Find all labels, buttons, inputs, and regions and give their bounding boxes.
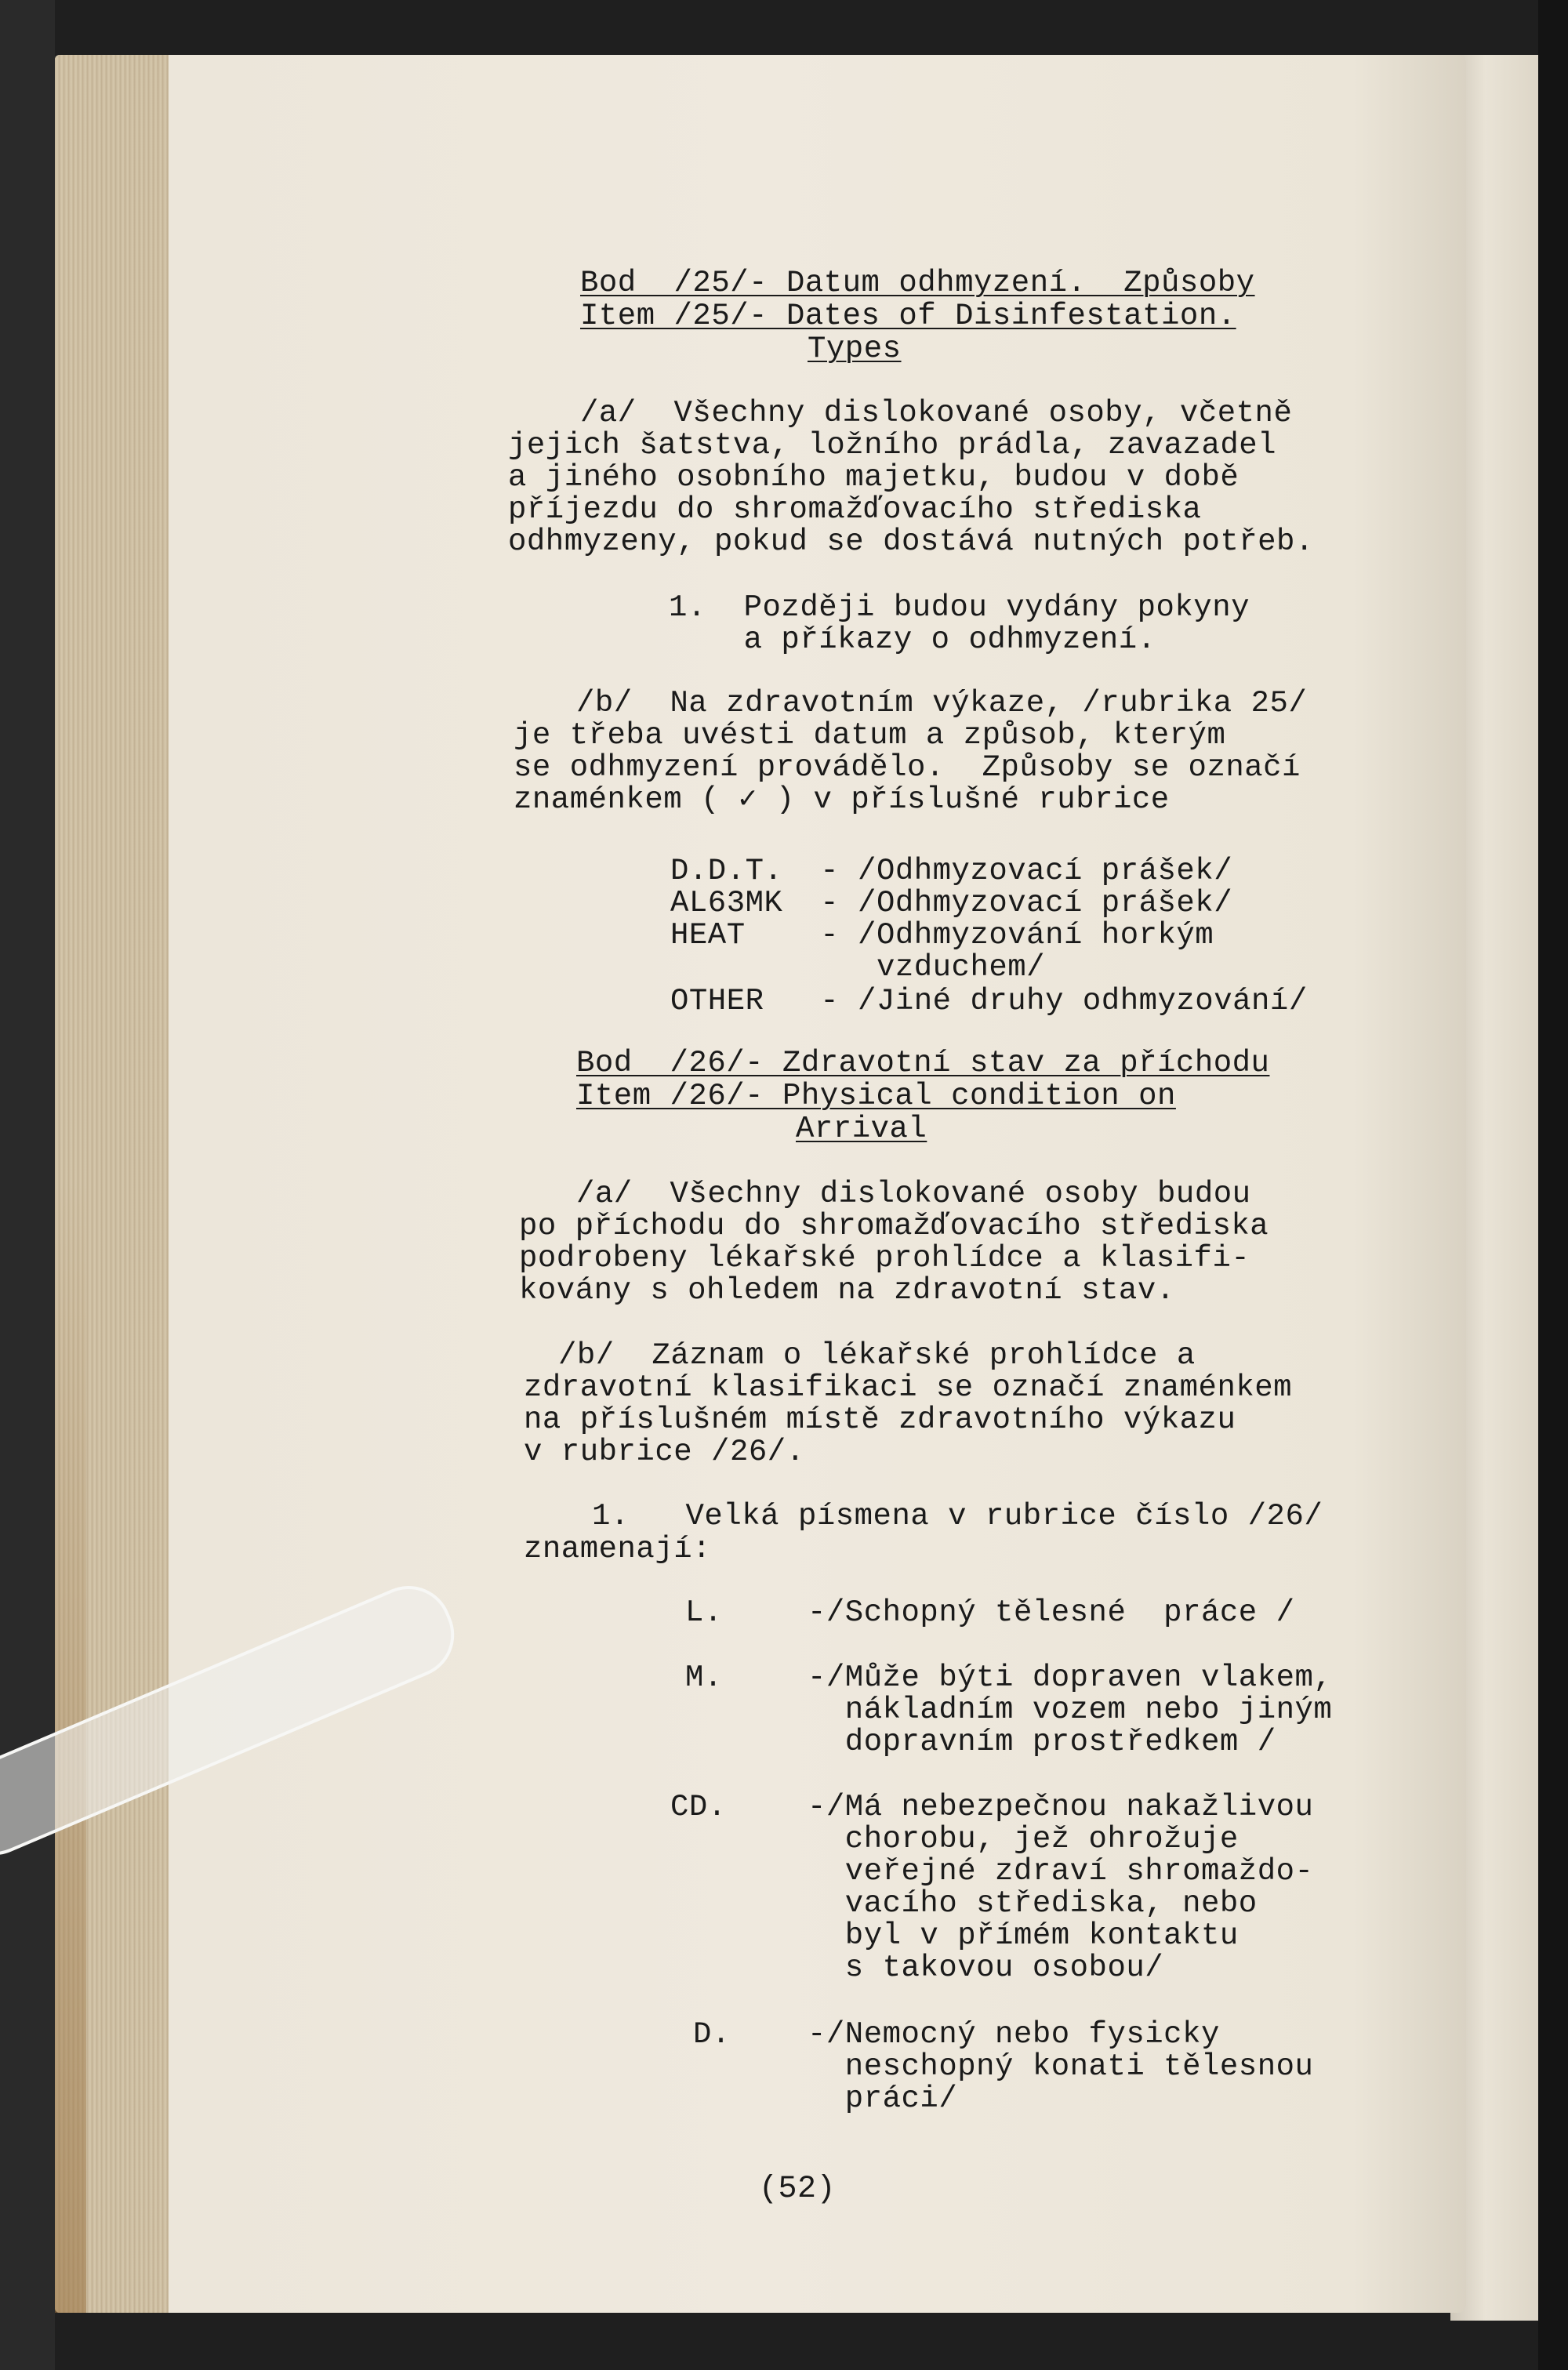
condition-desc: vacího střediska, nebo [808,1886,1258,1921]
item26-para-b-line: na příslušném místě zdravotního výkazu [524,1403,1236,1437]
disinfestation-method: D.D.T. - /Odhmyzovací prášek/ [670,854,1233,888]
condition-desc: -/Může býti dopraven vlakem, [808,1660,1333,1695]
item26-para-a-line: /a/ Všechny dislokované osoby budou [576,1177,1251,1211]
item26-para-b-line: v rubrice /26/. [524,1435,805,1469]
item25-heading-types: Types [808,332,902,366]
condition-desc: dopravním prostředkem / [808,1725,1276,1759]
item25-para-a-line: /a/ Všechny dislokované osoby, včetně [580,396,1293,430]
item26-point1-line: znamenají: [524,1532,712,1566]
condition-desc: byl v přímém kontaktu [808,1918,1239,1953]
item25-point1-line: 1. Později budou vydány pokyny [669,590,1250,625]
condition-code: M. [685,1660,723,1695]
background-left [0,0,55,2370]
item26-heading-cz: Bod /26/- Zdravotní stav za příchodu [576,1046,1270,1080]
item25-para-a-line: odhmyzeny, pokud se dostává nutných potřeb. [508,524,1314,559]
condition-desc: veřejné zdraví shromaždo- [808,1854,1314,1889]
item26-heading-en: Item /26/- Physical condition on [576,1079,1176,1113]
disinfestation-method: OTHER - /Jiné druhy odhmyzování/ [670,984,1308,1018]
item25-heading-cz: Bod /25/- Datum odhmyzení. Způsoby [580,266,1255,300]
item25-para-b-line: je třeba uvésti datum a způsob, kterým [514,718,1226,753]
item25-para-a-line: jejich šatstva, ložního prádla, zavazadel [508,428,1277,463]
condition-code: L. [685,1595,723,1630]
condition-desc: -/Má nebezpečnou nakažlivou [808,1790,1314,1824]
item25-para-a-line: a jiného osobního majetku, budou v době [508,460,1240,495]
background-right [1538,0,1568,2370]
item26-point1-line: 1. Velká písmena v rubrice číslo /26/ [592,1499,1323,1533]
item26-para-a-line: kovány s ohledem na zdravotní stav. [519,1273,1175,1308]
condition-code: D. [693,2017,731,2052]
item25-para-b-line: se odhmyzení provádělo. Způsoby se označí [514,750,1301,785]
item25-heading-en: Item /25/- Dates of Disinfestation. [580,299,1236,333]
disinfestation-method: HEAT - /Odhmyzování horkým [670,918,1214,953]
condition-desc: s takovou osobou/ [808,1951,1164,1985]
condition-code: CD. [670,1790,727,1824]
item26-para-a-line: podrobeny lékařské prohlídce a klasifi- [519,1241,1250,1276]
condition-desc: práci/ [808,2081,958,2116]
disinfestation-method: vzduchem/ [670,950,1046,985]
condition-desc: chorobu, jež ohrožuje [808,1822,1239,1856]
item25-para-b-line: /b/ Na zdravotním výkaze, /rubrika 25/ [576,686,1308,720]
condition-desc: -/Nemocný nebo fysicky [808,2017,1220,2052]
condition-desc: -/Schopný tělesné práce / [808,1595,1295,1630]
item25-point1-line: a příkazy o odhmyzení. [669,622,1156,657]
condition-desc: nákladním vozem nebo jiným [808,1693,1333,1727]
condition-desc: neschopný konati tělesnou [808,2049,1314,2084]
item26-para-b-line: zdravotní klasifikaci se označí znaménkem [524,1370,1293,1405]
page-number: (52) [759,2172,837,2207]
item26-para-b-line: /b/ Záznam o lékařské prohlídce a [558,1338,1196,1373]
item25-para-b-line: znaménkem ( ✓ ) v příslušné rubrice [514,782,1170,817]
item26-heading-arrival: Arrival [796,1112,927,1146]
item26-para-a-line: po příchodu do shromažďovacího střediska [519,1209,1269,1243]
disinfestation-method: AL63MK - /Odhmyzovací prášek/ [670,886,1233,920]
item25-para-a-line: příjezdu do shromažďovacího střediska [508,492,1202,527]
